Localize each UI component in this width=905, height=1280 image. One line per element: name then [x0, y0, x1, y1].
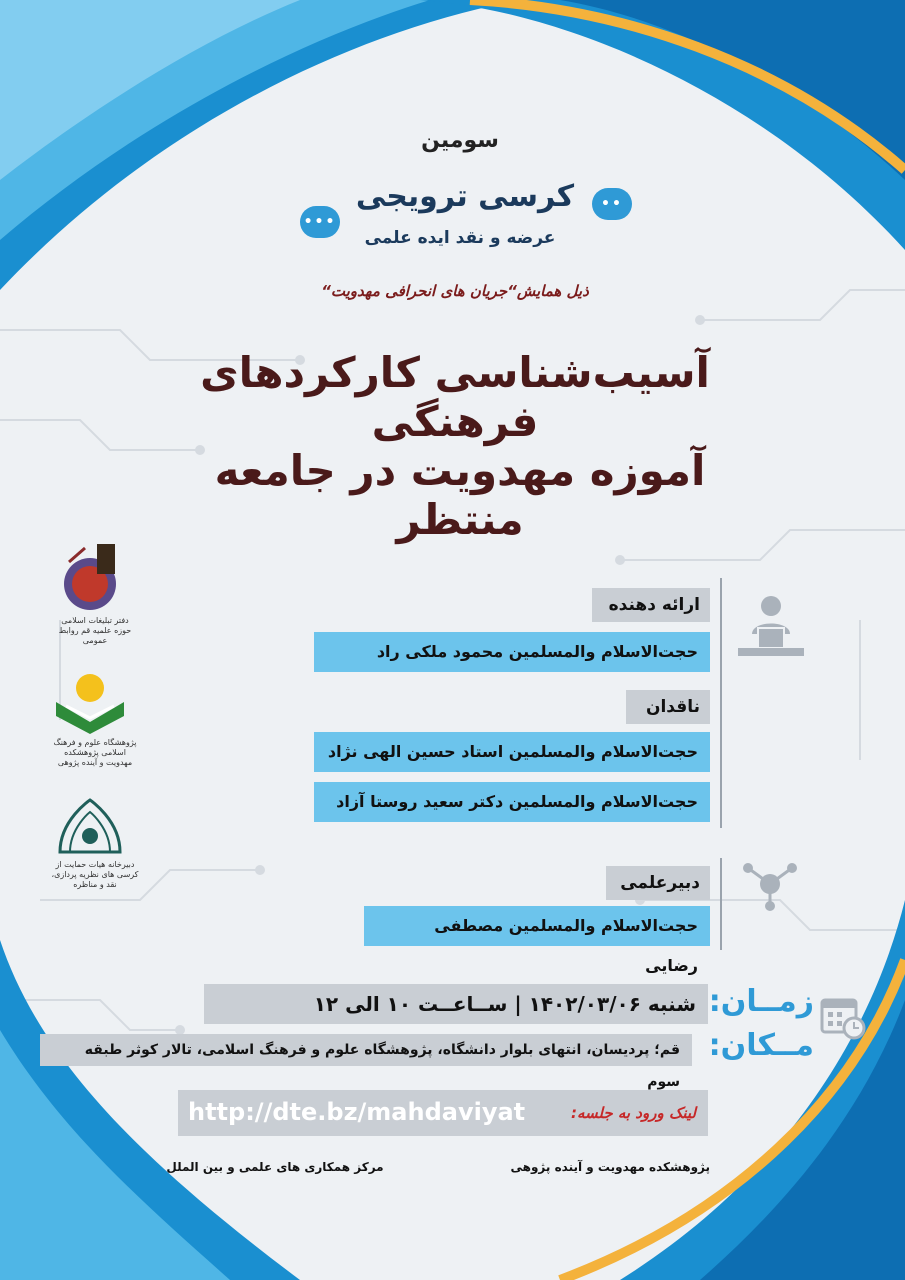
- side-logo-2: [50, 672, 140, 768]
- presenter-name: حجت‌الاسلام والمسلمین محمود ملکی راد: [314, 632, 710, 672]
- book-sun-logo-icon: [50, 672, 130, 734]
- place-value: قم؛ پردیسان، انتهای بلوار دانشگاه، پژوهشگاه علوم و فرهنگ اسلامی، تالار کوثر طبقه سوم: [40, 1034, 692, 1066]
- link-label: لینک ورود به جلسه:: [570, 1104, 696, 1122]
- kicker-text: سومین: [421, 128, 499, 153]
- side-logo-3: [50, 796, 140, 890]
- divider-line-secretary: [720, 858, 722, 950]
- side-logo-3-caption: دبیرخانه هیات حمایت از کرسی های نظریه پردازی، نقد و مناظره: [51, 860, 139, 889]
- podium-speaker-icon: [736, 592, 806, 662]
- calendar-clock-icon: [818, 994, 866, 1040]
- critic-name-2: حجت‌الاسلام والمسلمین دکتر سعید روستا آزاد: [314, 782, 710, 822]
- secretary-name: حجت‌الاسلام والمسلمین مصطفی رضایی: [364, 906, 710, 946]
- seal-logo-icon: [55, 542, 125, 612]
- secretary-label: دبیرعلمی: [606, 866, 710, 900]
- divider-line-speakers: [720, 578, 722, 828]
- side-logo-1-caption: دفتر تبلیغات اسلامی حوزه علمیه قم روابط عمومی: [58, 616, 132, 645]
- logo-subtitle: عرضه و نقد ایده علمی: [364, 228, 556, 248]
- footer-right-org: پژوهشکده مهدویت و آینده پژوهی: [510, 1160, 710, 1174]
- network-nodes-icon: [740, 856, 800, 912]
- footer-left-org: مرکز همکاری های علمی و بین الملل: [166, 1160, 384, 1174]
- dome-logo-icon: [50, 796, 130, 856]
- critic-name-1: حجت‌الاسلام والمسلمین استاد حسین الهی نژاد: [314, 732, 710, 772]
- meeting-link[interactable]: http://dte.bz/mahdaviyat: [188, 1098, 526, 1126]
- chat-bubble-icon-right: ••: [592, 188, 632, 220]
- side-logo-2-caption: پژوهشگاه علوم و فرهنگ اسلامی پژوهشکده مهدویت و آینده پژوهی: [53, 738, 137, 767]
- chat-bubble-icon-left: •••: [300, 206, 340, 238]
- logo-title: کرسی ترویجی: [355, 179, 575, 214]
- main-title-line1: آسیب‌شناسی کارکردهای فرهنگی: [200, 348, 710, 446]
- place-label: مــکان:: [708, 1028, 814, 1063]
- time-value: شنبه ۱۴۰۲/۰۳/۰۶ | ســاعــت ۱۰ الی ۱۲: [204, 984, 708, 1024]
- main-title-line2: آموزه مهدویت در جامعه منتظر: [214, 446, 706, 544]
- event-subtitle: ذیل همایش“جریان های انحرافی مهدویت“: [321, 282, 589, 300]
- link-box: [178, 1090, 708, 1136]
- time-label: زمــان:: [708, 984, 814, 1019]
- side-logo-1: [55, 542, 135, 646]
- presenter-label: ارائه دهنده: [592, 588, 710, 622]
- critics-label: ناقدان: [626, 690, 710, 724]
